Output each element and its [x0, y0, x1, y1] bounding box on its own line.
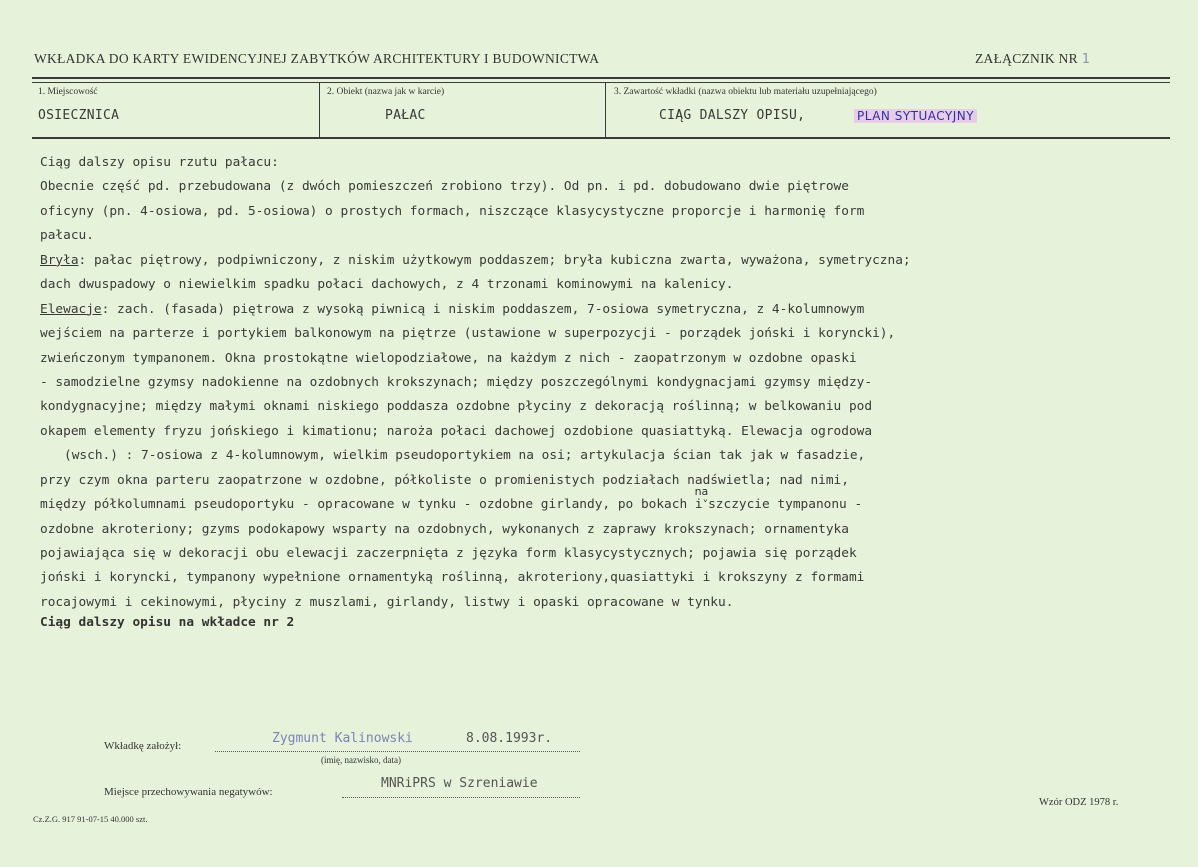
body-line-text: między półkolumnami pseudoportyku - opracowane w tynku - ozdobne girlandy, po bokach i — [40, 497, 703, 513]
continuation-note: Ciąg dalszy opisu na wkładce nr 2 — [40, 615, 295, 631]
body-line: Ciąg dalszy opisu rzutu pałacu: — [40, 155, 279, 170]
field-3-value: CIĄG DALSZY OPISU, — [659, 108, 806, 123]
body-line-text: szczycie tympanonu - — [708, 497, 863, 513]
insert-author-caption: (imię, nazwisko, data) — [321, 755, 401, 765]
body-line: zwieńczonym tympanonem. Okna prostokątne wielopodziałowe, na każdym z nich - zaopatrzonym w ozdobne opaski — [40, 350, 857, 366]
body-line: ozdobne akroteriony; gzyms podokapowy wsparty na ozdobnych, wykonanych z zaprawy krokszynach; ornamentyka — [40, 521, 849, 537]
body-line: pojawiająca się w dekoracji obu elewacji zaczerpnięta z języka form klasycystycznych; pojawia się porządek — [40, 546, 857, 561]
col-divider-2 — [605, 83, 606, 138]
section-heading-elewacje: Elewacje — [40, 301, 102, 317]
insert-author-label: Wkładkę założył: — [104, 740, 182, 752]
insert-author-stamp: Zygmunt Kalinowski — [272, 731, 413, 746]
body-line: pałacu. — [40, 228, 94, 244]
highlighted-handwriting: PLAN SYTUACYJNY — [854, 109, 977, 123]
field-1-caption: 1. Miejscowość — [38, 87, 98, 97]
body-line: - samodzielne gzymsy nadokienne na ozdobnych krokszynach; między poszczególnymi kondygnacjami gzymsy między- — [40, 374, 873, 390]
body-line: joński i koryncki, tympanony wypełnione ornamentyką roślinną, akroteriony,quasiattyki i krokszyny z formami — [40, 570, 865, 586]
body-line-text: : pałac piętrowy, podpiwniczony, z niskim użytkowym poddaszem; bryła kubiczna zwarta, wyważona, symetryczna; — [78, 252, 911, 268]
insert-date-stamp: 8.08.1993r. — [466, 731, 553, 746]
field-2-value: PAŁAC — [385, 108, 426, 123]
negatives-label: Miejsce przechowywania negatywów: — [104, 786, 273, 798]
body-line: przy czym okna parteru zaopatrzone w ozdobne, półkoliste o promienistych podziałach nadświetla; nad nimi, — [40, 472, 849, 488]
col-divider-1 — [319, 83, 320, 138]
negatives-dotted-line — [342, 797, 580, 798]
body-line: (wsch.) : 7-osiowa z 4-kolumnowym, wielkim pseudoportykiem na osi; artykulacja ścian tak jak w fasadzie, — [64, 448, 866, 464]
body-line: oficyny (pn. 4-osiowa, pd. 5-osiowa) o prostych formach, niszczące klasycystyczne proporcje i harmonię form — [40, 203, 865, 219]
body-line: Obecnie część pd. przebudowana (z dwóch pomieszczeń zrobiono trzy). Od pn. i pd. dobudowano dwie piętrowe — [40, 179, 849, 195]
body-line: kondygnacyjne; między małymi oknami niskiego poddasza ozdobne płyciny z dekoracją roślinną; w belkowaniu pod — [40, 399, 873, 415]
field-3-caption: 3. Zawartość wkładki (nazwa obiektu lub materiału uzupełniającego) — [614, 87, 877, 97]
body-line: rocajowymi i cekinowymi, płyciny z muszlami, girlandy, listwy i opaski opracowane w tynku. — [40, 594, 734, 610]
attachment-label-text: ZAŁĄCZNIK NR — [975, 51, 1078, 66]
negatives-stamp: MNRiPRS w Szreniawie — [381, 776, 538, 791]
fields-bottom-rule — [32, 137, 1170, 139]
body-line: wejściem na parterze i portykiem balkonowym na piętrze (ustawione w superpozycji - porządek joński i koryncki), — [40, 326, 896, 342]
description-body — [40, 151, 1160, 636]
attachment-number: 1 — [1081, 51, 1091, 67]
handwritten-insertion — [694, 485, 709, 517]
insertion-text: na — [694, 485, 709, 499]
insert-author-dotted-line — [215, 751, 580, 752]
field-3-handwritten — [854, 109, 977, 123]
body-line: okapem elementy fryzu jońskiego i kimationu; naroża połaci dachowej ozdobione quasiattyką. Elewacja ogrodowa — [40, 423, 873, 439]
body-line: dach dwuspadowy o niewielkim spadku połaci dachowych, z 4 trzonami kominowymi na kalenicy. — [40, 277, 734, 293]
insertion-caret-icon: ˅ — [702, 498, 709, 512]
top-rule-thin — [32, 82, 1170, 83]
form-pattern: Wzór ODZ 1978 r. — [1039, 797, 1119, 808]
print-info: Cz.Z.G. 917 91-07-15 40.000 szt. — [33, 814, 148, 824]
section-heading-bryla: Bryła — [40, 252, 79, 268]
field-2-caption: 2. Obiekt (nazwa jak w karcie) — [327, 87, 445, 97]
form-title: WKŁADKA DO KARTY EWIDENCYJNEJ ZABYTKÓW ARCHITEKTURY I BUDOWNICTWA — [34, 51, 600, 66]
body-line — [40, 298, 1160, 322]
attachment-label — [975, 51, 1090, 67]
body-line-text: : zach. (fasada) piętrowa z wysoką piwnicą i niskim poddaszem, 7-osiowa symetryczna, z 4-kolumnowym — [101, 301, 865, 317]
body-line — [40, 249, 1160, 273]
top-rule — [32, 77, 1170, 79]
body-line — [40, 485, 1160, 517]
field-1-value: OSIECZNICA — [38, 108, 120, 123]
